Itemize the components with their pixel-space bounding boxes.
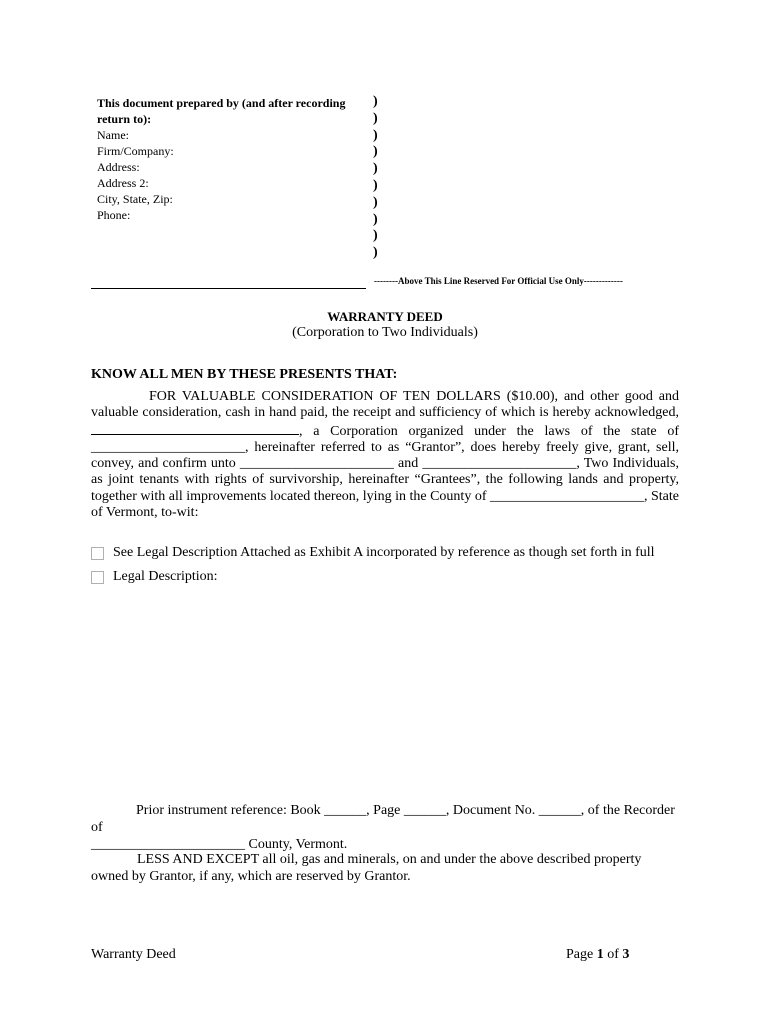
field-address-label: Address: — [97, 160, 140, 174]
footer-page-number — [566, 947, 629, 963]
know-all-men-heading: KNOW ALL MEN BY THESE PRESENTS THAT: — [91, 367, 398, 382]
legal-description-row — [91, 569, 218, 585]
exhibit-checkbox[interactable] — [91, 547, 104, 560]
consideration-paragraph — [91, 389, 679, 521]
page-total: 3 — [622, 947, 630, 962]
footer-document-name: Warranty Deed — [91, 947, 176, 962]
field-firm-label: Firm/Company: — [97, 144, 174, 158]
less-and-except-text: LESS AND EXCEPT all oil, gas and minerals, on and under the above described property owned by Grantor, if any, which are reserved by Grantor. — [91, 852, 642, 884]
page-prefix: Page — [566, 947, 594, 962]
bracket-column: ) ) ) ) ) ) ) ) ) ) — [373, 94, 378, 261]
document-title: WARRANTY DEED — [327, 309, 443, 324]
prepared-by-block — [97, 95, 367, 223]
prepared-by-heading-line2: return to): — [97, 112, 152, 126]
page-of: of — [607, 947, 619, 962]
field-name-label: Name: — [97, 128, 129, 142]
field-city-state-zip-label: City, State, Zip: — [97, 192, 173, 206]
prepared-by-heading-line1: This document prepared by (and after recording — [97, 96, 346, 110]
prior-reference-line2: ______________________ County, Vermont. — [91, 837, 348, 852]
grantor-name-blank[interactable] — [91, 422, 299, 435]
legal-description-checkbox[interactable] — [91, 571, 104, 584]
page-current: 1 — [596, 947, 604, 962]
prior-reference-line1: Prior instrument reference: Book ______, Page ______, Document No. ______, of the Recorder of — [91, 803, 675, 835]
official-use-note: --------Above This Line Reserved For Official Use Only------------- — [374, 276, 623, 286]
exhibit-checkbox-label: See Legal Description Attached as Exhibit A incorporated by reference as though set forth in full — [113, 545, 655, 560]
field-address2-label: Address 2: — [97, 176, 149, 190]
document-subtitle: (Corporation to Two Individuals) — [292, 325, 478, 340]
consideration-text-a: FOR VALUABLE CONSIDERATION OF TEN DOLLARS ($10.00), and other good and valuable consideration, cash in hand paid, the receipt and sufficiency of which is hereby acknowledged, — [91, 389, 679, 421]
recording-divider-line — [91, 288, 366, 289]
legal-description-label: Legal Description: — [113, 569, 218, 584]
less-and-except-paragraph — [91, 852, 679, 885]
field-phone-label: Phone: — [97, 208, 131, 222]
exhibit-option-row — [91, 545, 655, 561]
prior-instrument-reference — [91, 802, 679, 853]
consideration-text-b: , a Corporation organized under the laws of the state of ______________________, hereinafter referred to as “Grantor”, does hereby freely give, grant, sell, convey, and confirm unto ______________________ and ______________________, Two Individuals, as joint tenants with rights of survivorship, hereinafter “Grantees”, the following lands and property, together with all improvements located thereon, lying in the County of ______________________, State of Vermont, to-wit: — [91, 423, 679, 521]
